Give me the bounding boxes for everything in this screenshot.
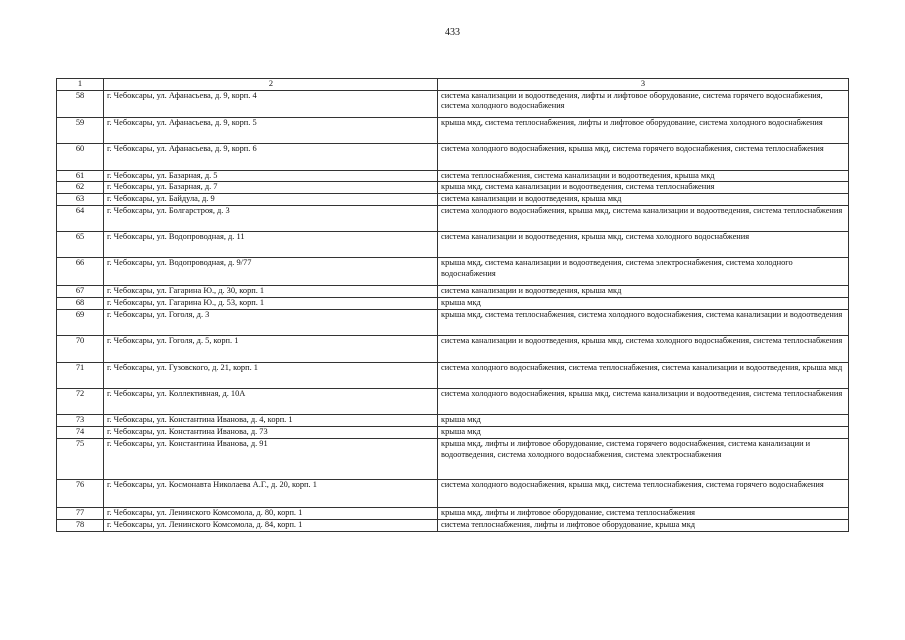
row-address-cell: г. Чебоксары, ул. Базарная, д. 5 bbox=[104, 170, 438, 182]
table-row bbox=[57, 182, 849, 194]
table-row bbox=[57, 389, 849, 415]
row-address-cell: г. Чебоксары, ул. Константина Иванова, д. 91 bbox=[104, 439, 438, 480]
row-address-cell: г. Чебоксары, ул. Гагарина Ю., д. 30, корп. 1 bbox=[104, 286, 438, 298]
table-header-row bbox=[57, 79, 849, 91]
table-row bbox=[57, 439, 849, 480]
row-systems-cell: крыша мкд bbox=[438, 415, 849, 427]
row-systems-cell: система канализации и водоотведения, крыша мкд, система холодного водоснабжения bbox=[438, 232, 849, 258]
row-systems-cell: система канализации и водоотведения, крыша мкд bbox=[438, 286, 849, 298]
table-row bbox=[57, 508, 849, 520]
row-address-cell: г. Чебоксары, ул. Гоголя, д. 3 bbox=[104, 310, 438, 336]
row-number-cell: 76 bbox=[57, 480, 104, 508]
row-number-cell: 60 bbox=[57, 143, 104, 170]
row-address-cell: г. Чебоксары, ул. Афанасьева, д. 9, корп. 6 bbox=[104, 143, 438, 170]
row-systems-cell: крыша мкд bbox=[438, 427, 849, 439]
row-number-cell: 74 bbox=[57, 427, 104, 439]
row-number-cell: 58 bbox=[57, 90, 104, 117]
table-row bbox=[57, 206, 849, 232]
row-address-cell: г. Чебоксары, ул. Базарная, д. 7 bbox=[104, 182, 438, 194]
row-number-cell: 71 bbox=[57, 363, 104, 389]
table-row bbox=[57, 363, 849, 389]
table-row bbox=[57, 258, 849, 286]
table-row bbox=[57, 170, 849, 182]
row-systems-cell: система теплоснабжения, система канализации и водоотведения, крыша мкд bbox=[438, 170, 849, 182]
row-address-cell: г. Чебоксары, ул. Гузовского, д. 21, корп. 1 bbox=[104, 363, 438, 389]
row-number-cell: 78 bbox=[57, 520, 104, 532]
row-systems-cell: система канализации и водоотведения, лифты и лифтовое оборудование, система горячего водоснабжения, система холодного водоснабжения bbox=[438, 90, 849, 117]
table-row bbox=[57, 286, 849, 298]
row-systems-cell: крыша мкд, система теплоснабжения, лифты и лифтовое оборудование, система холодного водоснабжения bbox=[438, 117, 849, 143]
row-address-cell: г. Чебоксары, ул. Ленинского Комсомола, д. 84, корп. 1 bbox=[104, 520, 438, 532]
table-row bbox=[57, 520, 849, 532]
row-address-cell: г. Чебоксары, ул. Космонавта Николаева А.Г., д. 20, корп. 1 bbox=[104, 480, 438, 508]
row-address-cell: г. Чебоксары, ул. Болгарстроя, д. 3 bbox=[104, 206, 438, 232]
table-row bbox=[57, 194, 849, 206]
row-number-cell: 75 bbox=[57, 439, 104, 480]
row-address-cell: г. Чебоксары, ул. Афанасьева, д. 9, корп. 5 bbox=[104, 117, 438, 143]
table-row bbox=[57, 117, 849, 143]
table-row bbox=[57, 90, 849, 117]
housing-repair-table bbox=[56, 78, 849, 532]
row-number-cell: 66 bbox=[57, 258, 104, 286]
table-row bbox=[57, 298, 849, 310]
table-body bbox=[57, 79, 849, 532]
row-number-cell: 62 bbox=[57, 182, 104, 194]
table-row bbox=[57, 336, 849, 363]
row-systems-cell: система холодного водоснабжения, крыша мкд, система канализации и водоотведения, система теплоснабжения bbox=[438, 389, 849, 415]
row-address-cell: г. Чебоксары, ул. Байдула, д. 9 bbox=[104, 194, 438, 206]
table-row bbox=[57, 310, 849, 336]
row-address-cell: г. Чебоксары, ул. Гоголя, д. 5, корп. 1 bbox=[104, 336, 438, 363]
row-number-cell: 77 bbox=[57, 508, 104, 520]
row-address-cell: г. Чебоксары, ул. Коллективная, д. 10А bbox=[104, 389, 438, 415]
row-systems-cell: система холодного водоснабжения, крыша мкд, система теплоснабжения, система горячего водоснабжения bbox=[438, 480, 849, 508]
row-systems-cell: система холодного водоснабжения, крыша мкд, система горячего водоснабжения, система теплоснабжения bbox=[438, 143, 849, 170]
row-number-cell: 64 bbox=[57, 206, 104, 232]
row-address-cell: г. Чебоксары, ул. Водопроводная, д. 11 bbox=[104, 232, 438, 258]
row-address-cell: г. Чебоксары, ул. Константина Иванова, д. 4, корп. 1 bbox=[104, 415, 438, 427]
table-row bbox=[57, 427, 849, 439]
row-systems-cell: система канализации и водоотведения, крыша мкд bbox=[438, 194, 849, 206]
row-address-cell: г. Чебоксары, ул. Гагарина Ю., д. 53, корп. 1 bbox=[104, 298, 438, 310]
row-address-cell: г. Чебоксары, ул. Ленинского Комсомола, д. 80, корп. 1 bbox=[104, 508, 438, 520]
row-number-cell: 70 bbox=[57, 336, 104, 363]
row-number-cell: 59 bbox=[57, 117, 104, 143]
row-systems-cell: крыша мкд bbox=[438, 298, 849, 310]
row-number-cell: 67 bbox=[57, 286, 104, 298]
row-number-cell: 65 bbox=[57, 232, 104, 258]
row-address-cell: г. Чебоксары, ул. Водопроводная, д. 9/77 bbox=[104, 258, 438, 286]
table-row bbox=[57, 143, 849, 170]
row-systems-cell: крыша мкд, лифты и лифтовое оборудование, система горячего водоснабжения, система канализации и водоотведения, система холодного водоснабжения, система электроснабжения bbox=[438, 439, 849, 480]
row-systems-cell: система канализации и водоотведения, крыша мкд, система холодного водоснабжения, система теплоснабжения bbox=[438, 336, 849, 363]
header-col-systems: 3 bbox=[438, 79, 849, 91]
row-number-cell: 73 bbox=[57, 415, 104, 427]
table-row bbox=[57, 480, 849, 508]
row-number-cell: 72 bbox=[57, 389, 104, 415]
row-systems-cell: система холодного водоснабжения, система теплоснабжения, система канализации и водоотведения, крыша мкд bbox=[438, 363, 849, 389]
table-row bbox=[57, 415, 849, 427]
row-systems-cell: крыша мкд, лифты и лифтовое оборудование, система теплоснабжения bbox=[438, 508, 849, 520]
row-number-cell: 63 bbox=[57, 194, 104, 206]
row-address-cell: г. Чебоксары, ул. Константина Иванова, д. 73 bbox=[104, 427, 438, 439]
row-systems-cell: крыша мкд, система теплоснабжения, система холодного водоснабжения, система канализации и водоотведения bbox=[438, 310, 849, 336]
row-address-cell: г. Чебоксары, ул. Афанасьева, д. 9, корп. 4 bbox=[104, 90, 438, 117]
row-number-cell: 68 bbox=[57, 298, 104, 310]
table-row bbox=[57, 232, 849, 258]
row-number-cell: 69 bbox=[57, 310, 104, 336]
row-systems-cell: система холодного водоснабжения, крыша мкд, система канализации и водоотведения, система теплоснабжения bbox=[438, 206, 849, 232]
header-col-number: 1 bbox=[57, 79, 104, 91]
header-col-address: 2 bbox=[104, 79, 438, 91]
row-number-cell: 61 bbox=[57, 170, 104, 182]
row-systems-cell: крыша мкд, система канализации и водоотведения, система электроснабжения, система холодного водоснабжения bbox=[438, 258, 849, 286]
row-systems-cell: система теплоснабжения, лифты и лифтовое оборудование, крыша мкд bbox=[438, 520, 849, 532]
page-number: 433 bbox=[445, 27, 460, 38]
row-systems-cell: крыша мкд, система канализации и водоотведения, система теплоснабжения bbox=[438, 182, 849, 194]
